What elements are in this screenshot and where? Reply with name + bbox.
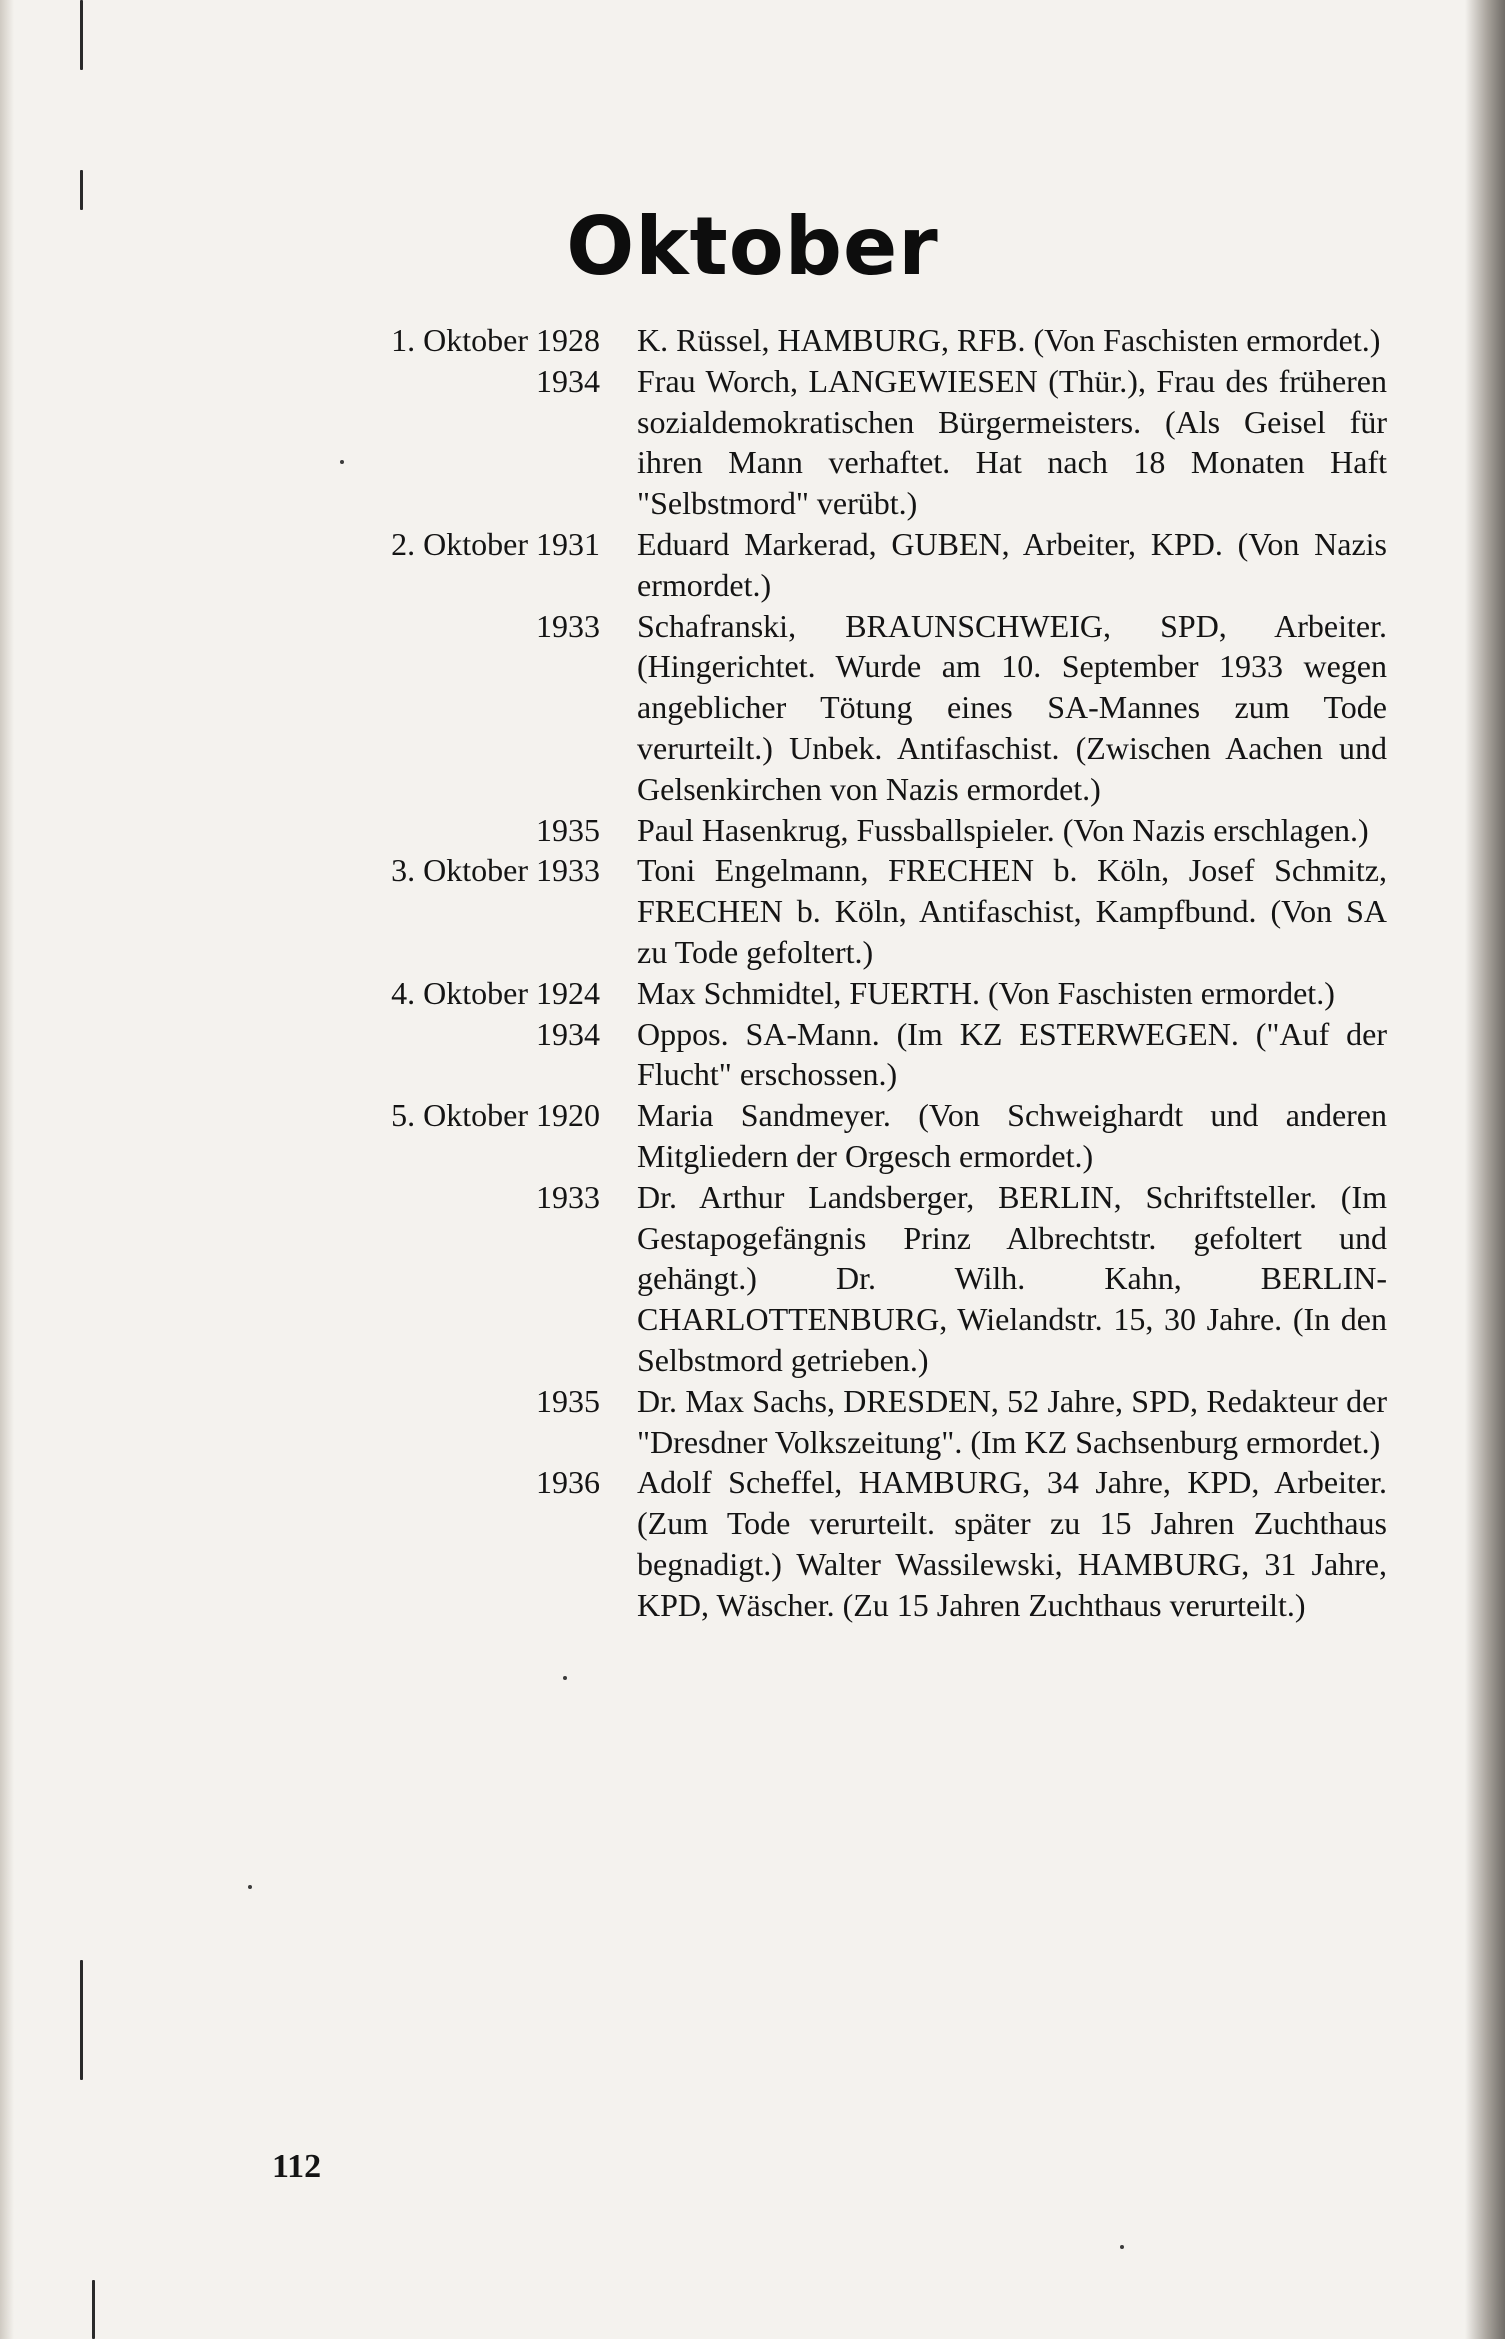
scan-speck — [248, 1885, 252, 1889]
entry — [0, 1177, 1505, 1381]
entry-list — [0, 320, 1505, 1626]
entry-date: 1933 — [536, 1178, 600, 1215]
entry-date: 1935 — [536, 811, 600, 848]
entry-text: Paul Hasenkrug, Fussballspieler. (Von Nazis erschlagen.) — [637, 811, 1369, 848]
entry — [0, 973, 1505, 1014]
entry-text: Schafranski, BRAUNSCHWEIG, SPD, Arbeiter. (Hingerichtet. Wurde am 10. September 1933 wegen angeblicher Tötung eines SA-Mannes zum Tode verurteilt.) Unbek. Antifaschist. (Zwischen Aachen und Gelsenkirchen von Nazis ermordet.) — [637, 607, 1387, 807]
entry — [0, 320, 1505, 361]
page-number: 112 — [272, 2148, 322, 2185]
entry-date: 1. Oktober 1928 — [391, 322, 600, 358]
entry-text: Maria Sandmeyer. (Von Schweighardt und anderen Mitgliedern der Orgesch ermordet.) — [637, 1097, 1387, 1174]
scan-speck — [563, 1676, 567, 1680]
entry-text: Frau Worch, LANGEWIESEN (Thür.), Frau des früheren sozialdemokratischen Bürgermeisters. (Als Geisel für ihren Mann verhaftet. Hat nach 18 Monaten Haft "Selbstmord" verübt.) — [637, 362, 1387, 522]
entry-date: 1934 — [536, 362, 600, 399]
entry-date: 4. Oktober 1924 — [391, 974, 600, 1011]
entry-text: K. Rüssel, HAMBURG, RFB. (Von Faschisten ermordet.) — [637, 322, 1381, 358]
entry-text: Dr. Arthur Landsberger, BERLIN, Schriftsteller. (Im Gestapogefängnis Prinz Albrechtstr. gefoltert und gehängt.) Dr. Wilh. Kahn, BERLIN-CHARLOTTENBURG, Wielandstr. 15, 30 Jahre. (In den Selbstmord getrieben.) — [637, 1178, 1387, 1378]
entry — [0, 361, 1505, 524]
entry — [0, 1381, 1505, 1463]
entry — [0, 606, 1505, 810]
scan-artifact — [92, 2280, 95, 2339]
page-title: Oktober — [566, 200, 939, 293]
entry-date: 1935 — [536, 1382, 600, 1419]
entry — [0, 524, 1505, 606]
entry — [0, 1095, 1505, 1177]
entry-date: 3. Oktober 1933 — [391, 852, 600, 889]
entry — [0, 850, 1505, 972]
scan-speck — [1120, 2245, 1124, 2249]
entry-text: Dr. Max Sachs, DRESDEN, 52 Jahre, SPD, Redakteur der "Dresdner Volkszeitung". (Im KZ Sachsenburg ermordet.) — [637, 1382, 1387, 1460]
entry — [0, 1014, 1505, 1096]
entry-text: Oppos. SA-Mann. (Im KZ ESTERWEGEN. ("Auf der Flucht" erschossen.) — [637, 1015, 1387, 1093]
entry — [0, 1462, 1505, 1625]
entry-date: 1936 — [536, 1464, 600, 1501]
entry-date: 2. Oktober 1931 — [391, 525, 600, 562]
entry-text: Adolf Scheffel, HAMBURG, 34 Jahre, KPD, Arbeiter. (Zum Tode verurteilt. später zu 15 Jahren Zuchthaus begnadigt.) Walter Wassilewski, HAMBURG, 31 Jahre, KPD, Wäscher. (Zu 15 Jahren Zuchthaus verurteilt.) — [637, 1464, 1387, 1623]
scan-artifact — [80, 0, 83, 70]
entry-text: Max Schmidtel, FUERTH. (Von Faschisten ermordet.) — [637, 974, 1335, 1011]
entry-text: Toni Engelmann, FRECHEN b. Köln, Josef Schmitz, FRECHEN b. Köln, Antifaschist, Kampfbund. (Von SA zu Tode gefoltert.) — [637, 852, 1387, 970]
entry-date: 5. Oktober 1920 — [391, 1097, 600, 1134]
entry-date: 1933 — [536, 607, 600, 644]
entry-date: 1934 — [536, 1015, 600, 1052]
scan-artifact — [80, 1960, 83, 2080]
entry — [0, 810, 1505, 851]
entry-text: Eduard Markerad, GUBEN, Arbeiter, KPD. (Von Nazis ermordet.) — [637, 525, 1387, 603]
